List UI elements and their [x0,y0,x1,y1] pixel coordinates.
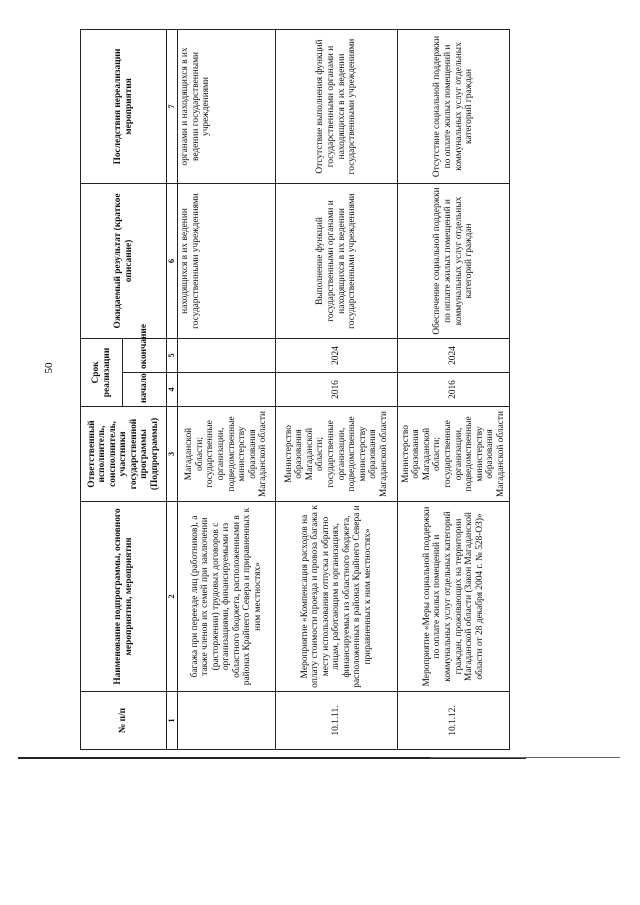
column-number: 7 [167,29,178,183]
row-result: Выполнение функций государственными органами и находящихся в их ведении государственными учреждениями [276,183,398,338]
header-start: начало [123,373,167,407]
column-number: 1 [167,692,178,750]
horizontal-rule-thin [430,757,620,758]
row-start: 2016 [398,373,510,407]
row-num: 10.1.11. [276,692,398,750]
row-consequence: Отсутствие социальной поддержки по оплате жилых помещений и коммунальных услуг отдельных категорий граждан [398,29,510,183]
row-result: Обеспечение социальной поддержки по оплате жилых помещений и коммунальных услуг отдельных категорий граждан [398,183,510,338]
header-end: окончание [123,338,167,372]
header-result: Ожидаемый результат (краткое описание) [81,183,167,338]
row-consequence: органами и находящихся в их ведении государственными учреждениями [178,29,276,183]
row-name: Мероприятие «Меры социальной поддержки по оплате жилых помещений и коммунальных услуг отдельных категорий граждан, проживающих на территории Магаданской области (Закон Магаданской области от 28 декабря 2004 г. № 528-ОЗ)» [398,502,510,692]
column-number-row [167,29,178,749]
row-consequence: Отсутствие выполнения функций государственными органами и находящихся в их ведении государственными учреждениями [276,29,398,183]
row-num: 10.1.12. [398,692,510,750]
row-executor: Магаданской области; государственные организации, подведомственные министерству образования Магаданской области [178,407,276,502]
header-term: Срок реализации [81,338,123,406]
header-name: Наименование подпрограммы, основного мероприятия, мероприятия [81,502,167,692]
row-result: находящихся в их ведении государственными учреждениями [178,183,276,338]
table-row [178,29,276,749]
row-start [178,373,276,407]
header-executor: Ответственный исполнитель, соисполнитель, участники государственной программы (Подпрограммы) [81,407,167,502]
row-end [178,338,276,372]
row-num [178,692,276,750]
column-number: 2 [167,502,178,692]
program-table [80,29,510,750]
column-number: 5 [167,338,178,372]
header-num: № п/п [81,692,167,750]
rotated-table-wrapper [80,30,510,750]
row-start: 2016 [276,373,398,407]
table-row [398,29,510,749]
column-number: 6 [167,183,178,338]
row-executor: Министерство образования Магаданской области; государственные организации, подведомственные министерству образования Магаданской области [398,407,510,502]
column-number: 3 [167,407,178,502]
row-end: 2024 [276,338,398,372]
header-row [81,29,123,749]
page-number: 50 [43,362,55,374]
row-name: багажа при переезде лиц (работников), а также членов их семей при заключении (расторжении) трудовых договоров с организациями, финансируемыми из областного бюджета, расположенными в районах Крайнего Севера и приравненных к ним местностях» [178,502,276,692]
table-row [276,29,398,749]
column-number: 4 [167,373,178,407]
row-end: 2024 [398,338,510,372]
row-name: Мероприятие «Компенсация расходов на оплату стоимости проезда и провоза багажа к месту использования отпуска и обратно лицам, работающим в организациях, финансируемых из областного бюджета, расположенных в районах Крайнего Севера и приравненных к ним местностях» [276,502,398,692]
header-consequence: Последствия нереализации мероприятия [81,29,167,183]
row-executor: Министерство образования Магаданской области; государственные организации, подведомственные министерству образования Магаданской области [276,407,398,502]
